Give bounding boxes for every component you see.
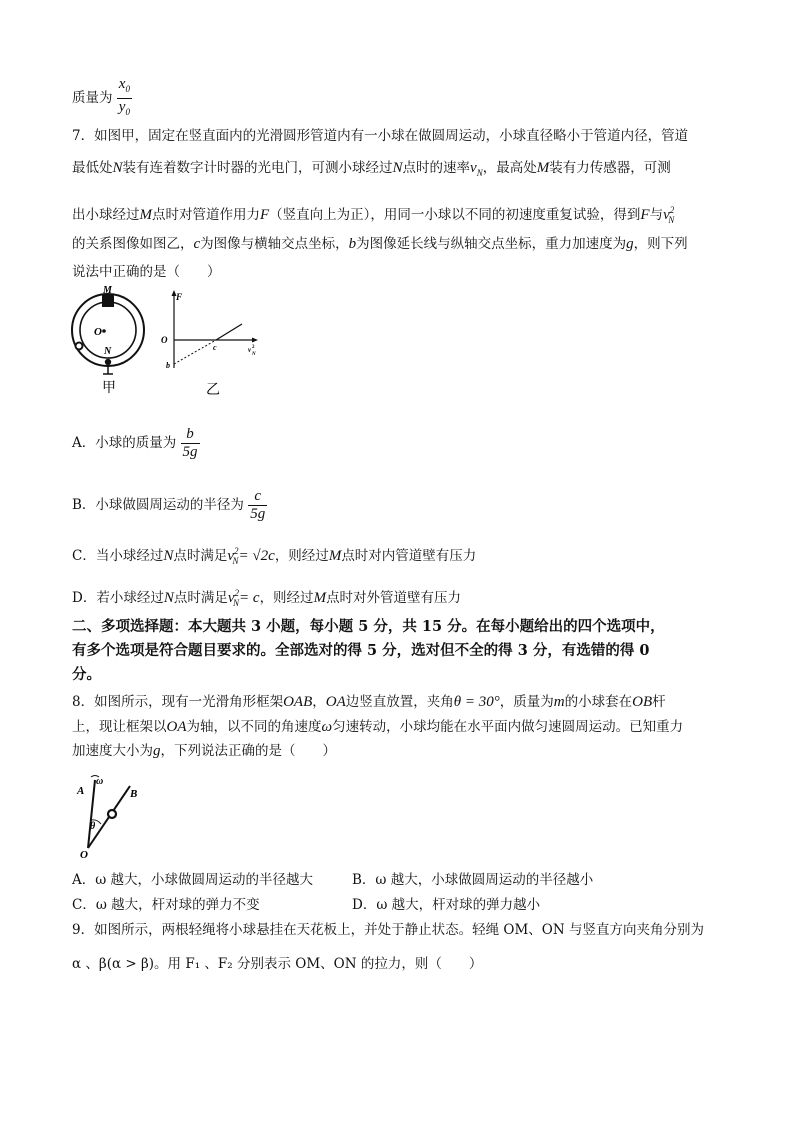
section2-line-1: 二、多项选择题：本大题共 3 小题，每小题 5 分，共 15 分。在每小题给出的四个选项中， [72,618,665,635]
q8-option-b: B．ω 越大，小球做圆周运动的半径越小 [352,872,594,888]
small-ball [76,343,83,350]
figure-q8 [74,772,150,862]
q8-line-1: 8．如图所示，现有一光滑角形框架OAB，OA边竖直放置，夹角θ = 30°，质量为m的小球套在OB杆 [72,694,666,710]
label-B: B [130,788,138,800]
svg-text:2: 2 [252,345,255,350]
label-omega: ω [96,776,104,787]
svg-text:v: v [248,346,252,354]
label-c: c [213,343,217,352]
q7-line-1: 7．如图甲，固定在竖直面内的光滑圆形管道内有一小球在做圆周运动，小球直径略小于管道内径，管道 [72,128,689,144]
q7-option-c: C．当小球经过N点时满足$v^2_N= √2c$，则经过M点时对内管道壁有压力 [72,546,477,566]
q9-line-1: 9．如图所示，两根轻绳将小球悬挂在天花板上，并处于静止状态。轻绳 OM、ON 与竖直方向夹角分别为 [72,922,704,938]
q9-line-2: α 、β(α > β)。用 F₁ 、F₂ 分别表示 OM、ON 的拉力，则（ ） [72,956,483,972]
svg-text:N: N [252,352,256,357]
ring-ball [108,810,116,818]
q7-option-d: D．若小球经过N点时满足$v^2_N= c$，则经过M点时对外管道壁有压力 [72,588,462,608]
q8-line-3: 加速度大小为g，下列说法正确的是（ ） [72,743,336,759]
q8-option-d: D．ω 越大，杆对球的弹力越小 [352,897,541,913]
q7-line-4: 的关系图像如图乙，c为图像与横轴交点坐标，b为图像延长线与纵轴交点坐标，重力加速度为g，则下列 [72,236,688,252]
label-M: M [103,285,112,296]
label-theta: θ [90,821,96,832]
graph-line [216,324,242,340]
q7-line-5: 说法中正确的是（ ） [72,264,221,280]
mass-fraction: $\frac{x_0}{y_0}$ [118,76,130,117]
extension-line [174,340,216,364]
q7-line-2: 最低处N装有连着数字计时器的光电门，可测小球经过N点时的速率$v_N$，最高处M装有力传感器，可测 [72,160,671,178]
q8-option-a: A．ω 越大，小球做圆周运动的半径越大 [72,872,314,888]
q7-line-3: 出小球经过M点时对管道作用力F（竖直向上为正），用同一小球以不同的初速度重复试验，得到F与$v^2_N$ [72,205,675,225]
q8-option-c: C．ω 越大，杆对球的弹力不变 [72,897,260,913]
figure-jia [70,284,150,396]
photogate [105,359,111,365]
label-O: O [94,326,102,338]
force-sensor [102,295,114,307]
label-origin: O [161,335,168,345]
section2-line-3: 分。 [72,666,101,683]
label-b: b [166,361,170,370]
figure-yi [156,286,264,398]
label-jia: 甲 [102,380,116,396]
label-O: O [80,849,88,861]
q8-line-2: 上，现让框架以OA为轴，以不同的角速度ω匀速转动，小球均能在水平面内做匀速圆周运动。已知重力 [72,719,684,735]
label-N: N [104,346,112,357]
intro-line: 质量为 $\frac{x_0}{y_0}$ [72,76,132,121]
label-yi: 乙 [206,382,220,398]
label-F: F [176,292,183,302]
q7-option-a: A．小球的质量为 $\frac{b}{5g}$ [72,426,198,460]
label-A: A [77,785,85,797]
q7-option-b: B．小球做圆周运动的半径为 $\frac{c}{5g}$ [72,488,266,522]
section2-line-2: 有多个选项是符合题目要求的。全部选对的得 5 分，选对但不全的得 3 分，有选错的得 0 [72,642,650,659]
